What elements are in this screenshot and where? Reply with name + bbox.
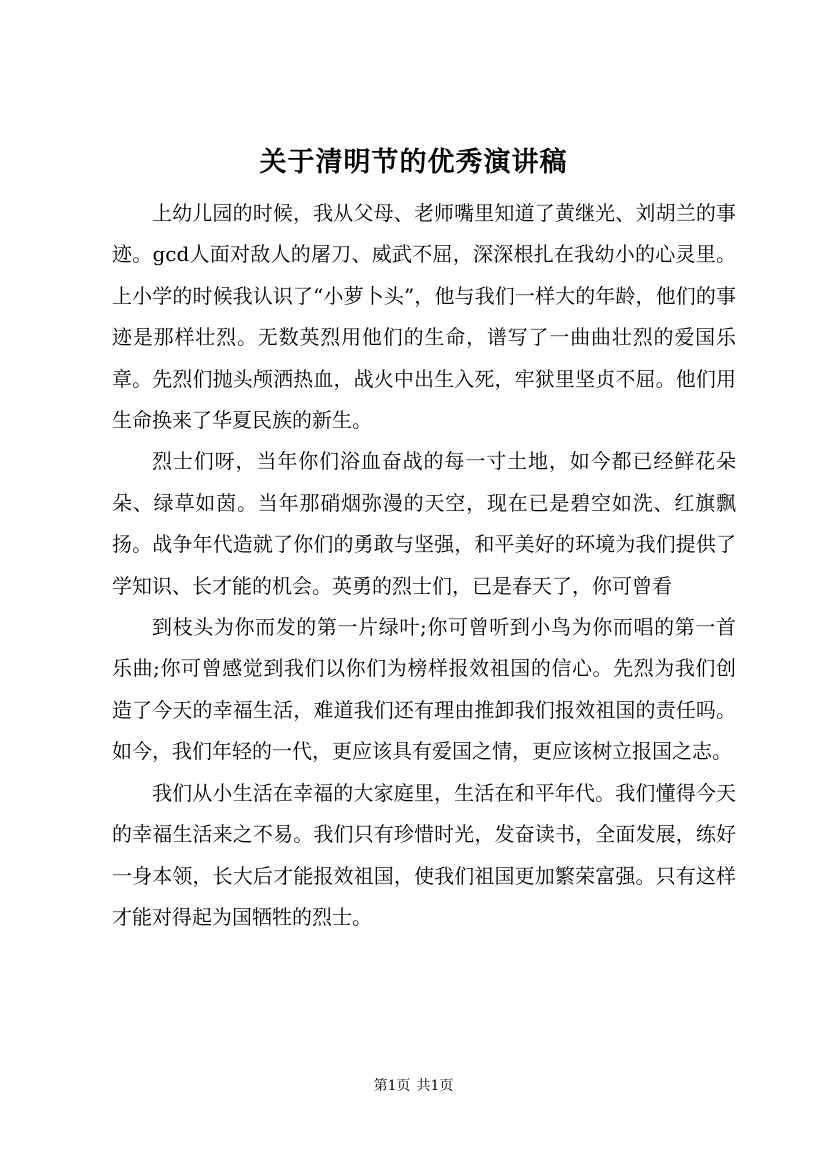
document-title: 关于清明节的优秀演讲稿 xyxy=(259,147,568,178)
document-body xyxy=(112,193,736,938)
page-number-total: 共1页 xyxy=(416,1078,454,1094)
paragraph-3: 到枝头为你而发的第一片绿叶;你可曾听到小鸟为你而唱的第一首乐曲;你可曾感觉到我们以你们为榜样报效祖国的信心。先烈为我们创造了今天的幸福生活，难道我们还有理由推卸我们报效祖国的责任吗。如今，我们年轻的一代，更应该具有爱国之情，更应该树立报国之志。 xyxy=(112,615,736,764)
page-footer xyxy=(0,1076,827,1096)
paragraph-4: 我们从小生活在幸福的大家庭里，生活在和平年代。我们懂得今天的幸福生活来之不易。我们只有珍惜时光，发奋读书，全面发展，练好一身本领，长大后才能报效祖国，使我们祖国更加繁荣富强。只有这样才能对得起为国牺牲的烈士。 xyxy=(112,780,736,929)
paragraph-1: 上幼儿园的时候，我从父母、老师嘴里知道了黄继光、刘胡兰的事迹。gcd人面对敌人的屠刀、威武不屈，深深根扎在我幼小的心灵里。上小学的时候我认识了“小萝卜头”，他与我们一样大的年龄，他们的事迹是那样壮烈。无数英烈用他们的生命，谱写了一曲曲壮烈的爱国乐章。先烈们抛头颅洒热血，战火中出生入死，牢狱里坚贞不屈。他们用生命换来了华夏民族的新生。 xyxy=(112,201,736,433)
page-number-current: 第1页 xyxy=(373,1078,411,1094)
paragraph-2: 烈士们呀，当年你们浴血奋战的每一寸土地，如今都已经鲜花朵朵、绿草如茵。当年那硝烟弥漫的天空，现在已是碧空如洗、红旗飘扬。战争年代造就了你们的勇敢与坚强，和平美好的环境为我们提供了学知识、长才能的机会。英勇的烈士们，已是春天了，你可曾看 xyxy=(112,449,736,598)
